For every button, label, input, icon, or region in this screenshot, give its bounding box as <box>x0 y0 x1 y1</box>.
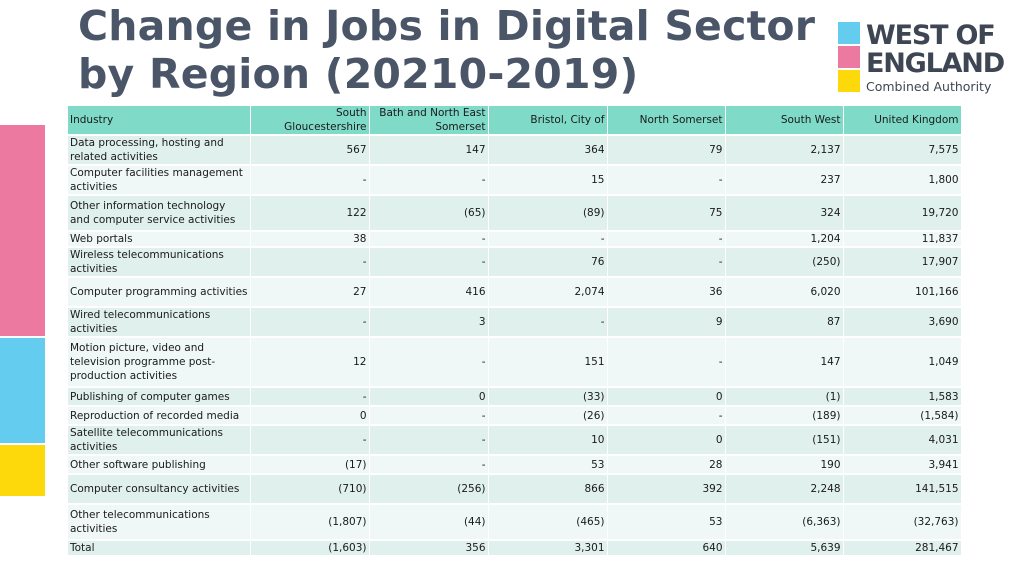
value-cell: 79 <box>607 135 725 165</box>
table-row <box>68 135 961 165</box>
value-cell: (151) <box>725 425 843 455</box>
value-cell: 1,049 <box>843 337 961 387</box>
value-cell: 17,907 <box>843 247 961 277</box>
value-cell: 141,515 <box>843 474 961 504</box>
value-cell: 3,941 <box>843 455 961 474</box>
value-cell: 4,031 <box>843 425 961 455</box>
table-row <box>68 387 961 406</box>
value-cell: (710) <box>250 474 369 504</box>
table-row <box>68 474 961 504</box>
value-cell: 640 <box>607 540 725 556</box>
accent-bar-yellow <box>0 445 45 496</box>
value-cell: 9 <box>607 307 725 337</box>
value-cell: 75 <box>607 195 725 231</box>
value-cell: 364 <box>488 135 607 165</box>
value-cell: - <box>250 307 369 337</box>
value-cell: 53 <box>607 504 725 540</box>
value-cell: - <box>369 337 488 387</box>
logo-yellow-square <box>838 70 860 92</box>
value-cell: 87 <box>725 307 843 337</box>
value-cell: 392 <box>607 474 725 504</box>
industry-cell: Computer consultancy activities <box>68 474 250 504</box>
industry-cell: Data processing, hosting and related activities <box>68 135 250 165</box>
total-row <box>68 540 961 556</box>
value-cell: (33) <box>488 387 607 406</box>
value-cell: 416 <box>369 277 488 307</box>
value-cell: (65) <box>369 195 488 231</box>
industry-cell: Web portals <box>68 231 250 247</box>
value-cell: 190 <box>725 455 843 474</box>
value-cell: (189) <box>725 406 843 425</box>
logo-pink-square <box>838 46 860 68</box>
value-cell: 0 <box>607 425 725 455</box>
value-cell: 28 <box>607 455 725 474</box>
column-header: South Gloucestershire <box>250 106 369 135</box>
table-row <box>68 455 961 474</box>
value-cell: - <box>488 307 607 337</box>
value-cell: - <box>250 165 369 195</box>
value-cell: 1,583 <box>843 387 961 406</box>
industry-cell: Other software publishing <box>68 455 250 474</box>
value-cell: 281,467 <box>843 540 961 556</box>
value-cell: - <box>607 406 725 425</box>
value-cell: (32,763) <box>843 504 961 540</box>
value-cell: 2,248 <box>725 474 843 504</box>
value-cell: - <box>250 425 369 455</box>
value-cell: 0 <box>250 406 369 425</box>
value-cell: 0 <box>369 387 488 406</box>
table-row <box>68 277 961 307</box>
industry-cell: Computer facilities management activities <box>68 165 250 195</box>
value-cell: 147 <box>725 337 843 387</box>
value-cell: 7,575 <box>843 135 961 165</box>
value-cell: 122 <box>250 195 369 231</box>
table-row <box>68 337 961 387</box>
value-cell: 237 <box>725 165 843 195</box>
value-cell: (465) <box>488 504 607 540</box>
value-cell: 11,837 <box>843 231 961 247</box>
value-cell: (256) <box>369 474 488 504</box>
value-cell: (26) <box>488 406 607 425</box>
value-cell: 1,800 <box>843 165 961 195</box>
accent-bar-cyan <box>0 338 45 443</box>
logo-line-3: Combined Authority <box>866 79 992 94</box>
value-cell: (44) <box>369 504 488 540</box>
value-cell: 1,204 <box>725 231 843 247</box>
table-row <box>68 247 961 277</box>
logo-line-2: ENGLAND <box>866 48 1004 79</box>
table-header-row <box>68 106 961 135</box>
value-cell: 15 <box>488 165 607 195</box>
industry-cell: Publishing of computer games <box>68 387 250 406</box>
industry-cell: Wired telecommunications activities <box>68 307 250 337</box>
table-row <box>68 504 961 540</box>
value-cell: (17) <box>250 455 369 474</box>
value-cell: - <box>488 231 607 247</box>
jobs-change-table <box>68 106 962 557</box>
column-header: Bristol, City of <box>488 106 607 135</box>
value-cell: 151 <box>488 337 607 387</box>
industry-cell: Reproduction of recorded media <box>68 406 250 425</box>
accent-bar-pink <box>0 125 45 336</box>
industry-cell: Other telecommunications activities <box>68 504 250 540</box>
value-cell: - <box>369 425 488 455</box>
value-cell: - <box>369 231 488 247</box>
value-cell: (1,584) <box>843 406 961 425</box>
industry-cell: Wireless telecommunications activities <box>68 247 250 277</box>
value-cell: 76 <box>488 247 607 277</box>
value-cell: 12 <box>250 337 369 387</box>
value-cell: (1,603) <box>250 540 369 556</box>
value-cell: - <box>607 231 725 247</box>
value-cell: (1) <box>725 387 843 406</box>
value-cell: 3 <box>369 307 488 337</box>
value-cell: 27 <box>250 277 369 307</box>
industry-cell: Total <box>68 540 250 556</box>
value-cell: 0 <box>607 387 725 406</box>
value-cell: 2,074 <box>488 277 607 307</box>
value-cell: 38 <box>250 231 369 247</box>
industry-cell: Computer programming activities <box>68 277 250 307</box>
logo-line-1: WEST OF <box>866 20 995 51</box>
value-cell: 5,639 <box>725 540 843 556</box>
column-header: Industry <box>68 106 250 135</box>
industry-cell: Other information technology and computer service activities <box>68 195 250 231</box>
value-cell: (6,363) <box>725 504 843 540</box>
table-row <box>68 165 961 195</box>
value-cell: - <box>607 247 725 277</box>
value-cell: 147 <box>369 135 488 165</box>
value-cell: 324 <box>725 195 843 231</box>
value-cell: (89) <box>488 195 607 231</box>
value-cell: 3,690 <box>843 307 961 337</box>
west-of-england-logo <box>838 22 1008 98</box>
industry-cell: Satellite telecommunications activities <box>68 425 250 455</box>
column-header: South West <box>725 106 843 135</box>
value-cell: - <box>607 165 725 195</box>
value-cell: - <box>607 337 725 387</box>
table-row <box>68 406 961 425</box>
industry-cell: Motion picture, video and television programme post-production activities <box>68 337 250 387</box>
value-cell: 2,137 <box>725 135 843 165</box>
column-header: North Somerset <box>607 106 725 135</box>
value-cell: 10 <box>488 425 607 455</box>
value-cell: 36 <box>607 277 725 307</box>
value-cell: 6,020 <box>725 277 843 307</box>
value-cell: - <box>369 247 488 277</box>
value-cell: - <box>369 406 488 425</box>
table-row <box>68 307 961 337</box>
value-cell: - <box>250 247 369 277</box>
value-cell: 53 <box>488 455 607 474</box>
value-cell: - <box>250 387 369 406</box>
value-cell: (1,807) <box>250 504 369 540</box>
logo-cyan-square <box>838 22 860 44</box>
value-cell: 356 <box>369 540 488 556</box>
column-header: United Kingdom <box>843 106 961 135</box>
table-row <box>68 425 961 455</box>
value-cell: 866 <box>488 474 607 504</box>
value-cell: 3,301 <box>488 540 607 556</box>
table-row <box>68 195 961 231</box>
column-header: Bath and North East Somerset <box>369 106 488 135</box>
value-cell: - <box>369 455 488 474</box>
value-cell: 567 <box>250 135 369 165</box>
page-title: Change in Jobs in Digital Sector by Region (20210-2019) <box>78 2 816 98</box>
table-row <box>68 231 961 247</box>
value-cell: 19,720 <box>843 195 961 231</box>
value-cell: (250) <box>725 247 843 277</box>
value-cell: - <box>369 165 488 195</box>
value-cell: 101,166 <box>843 277 961 307</box>
